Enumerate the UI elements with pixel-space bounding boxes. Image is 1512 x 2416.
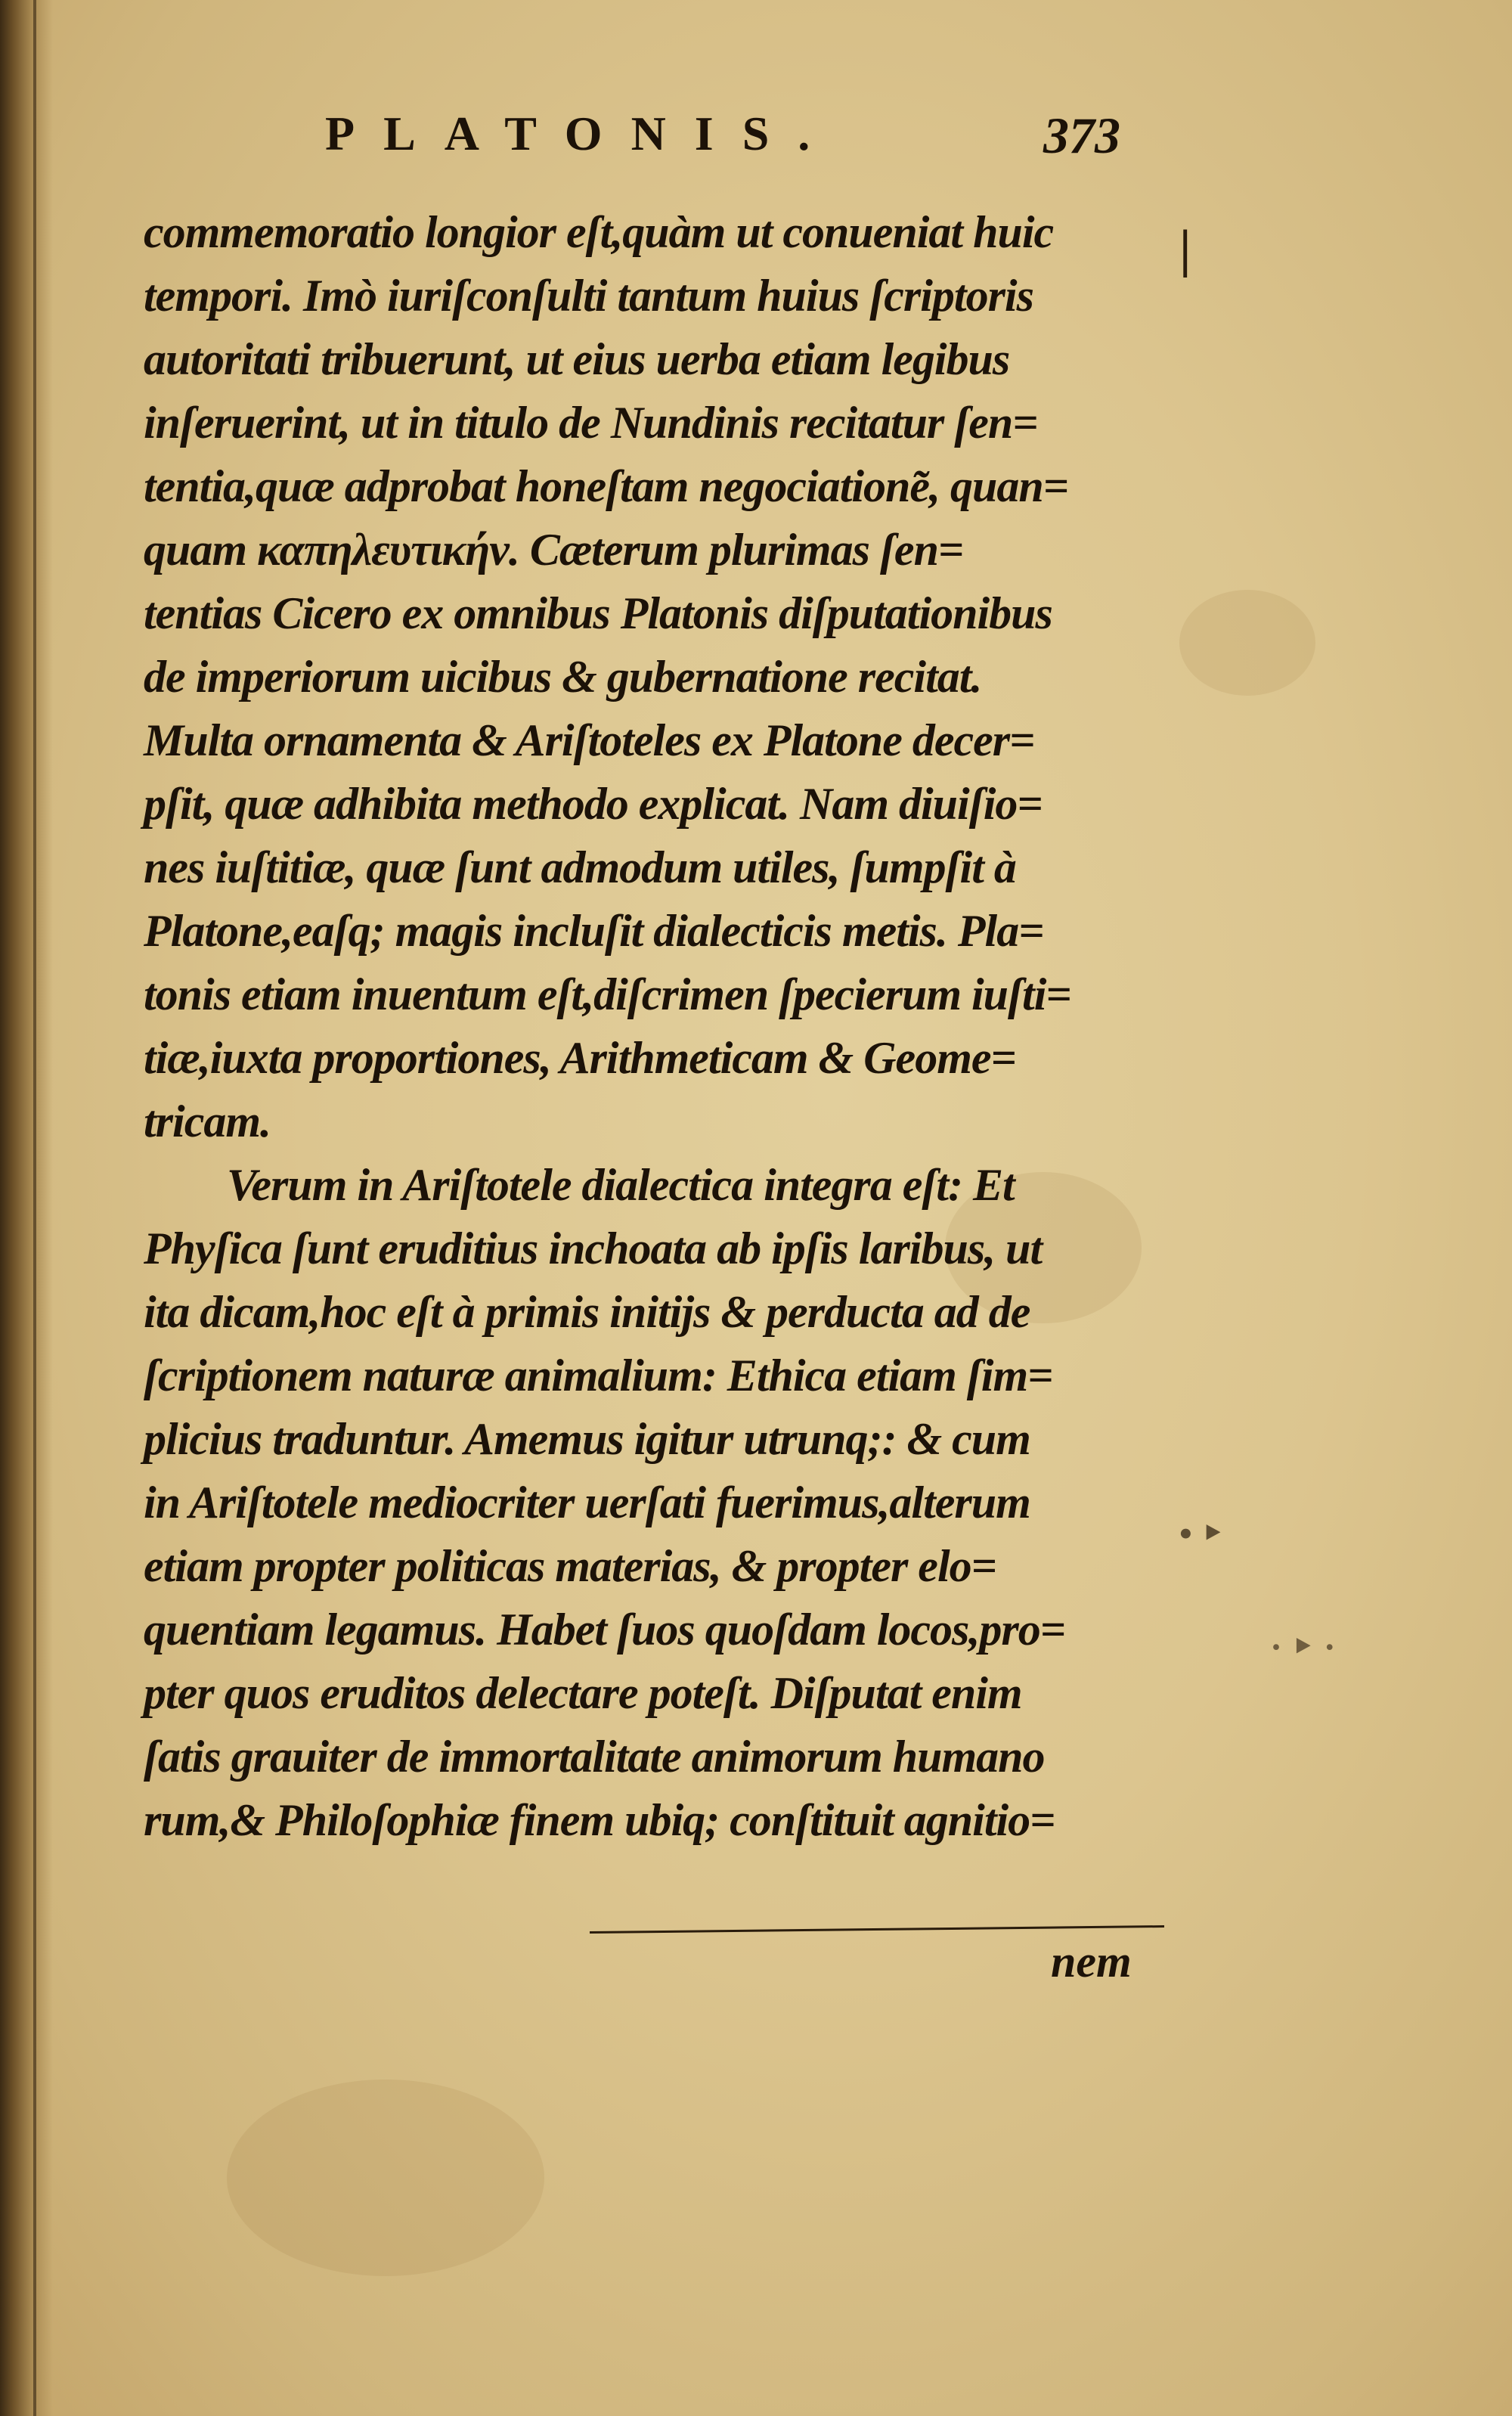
margin-bleed-mark: • ‣ bbox=[1179, 1514, 1225, 1554]
page-stain bbox=[227, 2079, 544, 2276]
text-line: ſatis grauiter de immortalitate animorum humano bbox=[144, 1732, 1045, 1782]
text-line: Multa ornamenta & Ariſtoteles ex Platone decer= bbox=[144, 715, 1035, 765]
text-block bbox=[144, 200, 1157, 1852]
text-line: plicius traduntur. Amemus igitur utrunq;: & cum bbox=[144, 1414, 1030, 1464]
text-line: de imperiorum uicibus & gubernatione recitat. bbox=[144, 652, 982, 702]
text-line: rum,& Philoſophiæ finem ubiq; conſtituit agnitio= bbox=[144, 1795, 1055, 1845]
margin-bleed-mark: | bbox=[1179, 220, 1191, 278]
page-number: 373 bbox=[1043, 107, 1120, 164]
text-line: in Ariſtotele mediocriter uerſati fuerimus,alterum bbox=[144, 1478, 1030, 1527]
text-line: pſit, quæ adhibita methodo explicat. Nam diuiſio= bbox=[144, 779, 1043, 829]
text-line: etiam propter politicas materias, & propter elo= bbox=[144, 1541, 996, 1591]
text-line: Verum in Ariſtotele dialectica integra eſt: Et bbox=[227, 1160, 1015, 1210]
page-stain bbox=[1179, 590, 1315, 696]
text-line: commemoratio longior eſt,quàm ut conueniat huic bbox=[144, 207, 1054, 257]
text-line: ita dicam,hoc eſt à primis initijs & perducta ad de bbox=[144, 1287, 1030, 1337]
text-line: nes iuſtitiæ, quæ ſunt admodum utiles, ſumpſit à bbox=[144, 842, 1016, 892]
text-line: ſcriptionem naturæ animalium: Ethica etiam ſim= bbox=[144, 1351, 1053, 1400]
running-head: PLATONIS. bbox=[325, 107, 839, 160]
text-line: tempori. Imò iuriſconſulti tantum huius ſcriptoris bbox=[144, 271, 1033, 321]
catchword: nem bbox=[1051, 1937, 1132, 1986]
text-line: tiæ,iuxta proportiones, Arithmeticam & Geome= bbox=[144, 1033, 1016, 1083]
text-line: tonis etiam inuentum eſt,diſcrimen ſpecierum iuſti= bbox=[144, 969, 1071, 1019]
text-line: quentiam legamus. Habet ſuos quoſdam locos,pro= bbox=[144, 1605, 1065, 1655]
margin-bleed-mark: · ‣ · bbox=[1270, 1627, 1336, 1667]
text-line: pter quos eruditos delectare poteſt. Diſputat enim bbox=[144, 1668, 1022, 1718]
ink-underline bbox=[590, 1925, 1164, 1934]
text-line: Phyſica ſunt eruditius inchoata ab ipſis laribus, ut bbox=[144, 1224, 1043, 1273]
gutter-line bbox=[33, 0, 36, 2416]
binding-gutter bbox=[0, 0, 53, 2416]
text-line: Platone,eaſq; magis incluſit dialecticis metis. Pla= bbox=[144, 906, 1044, 956]
text-line: quam καπηλευτικήν. Cæterum plurimas ſen= bbox=[144, 525, 964, 575]
text-line: autoritati tribuerunt, ut eius uerba etiam legibus bbox=[144, 334, 1010, 384]
text-line: tricam. bbox=[144, 1096, 271, 1146]
text-line: tentia,quæ adprobat honeſtam negociatione͂, quan= bbox=[144, 461, 1068, 511]
text-line: tentias Cicero ex omnibus Platonis diſputationibus bbox=[144, 588, 1052, 638]
text-line: inſeruerint, ut in titulo de Nundinis recitatur ſen= bbox=[144, 398, 1038, 448]
